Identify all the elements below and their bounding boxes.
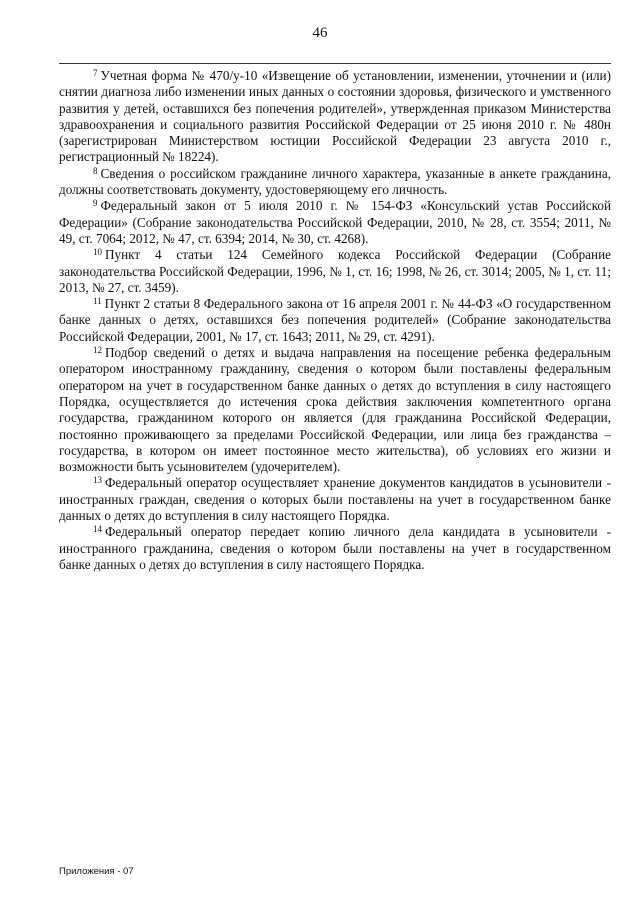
footnote-mark: 12	[93, 345, 102, 356]
footnote-text: Федеральный оператор передает копию личного дела кандидата в усыновители - иностранного гражданина, сведения о котором были поставлены на учет в государственном банке данных о детях до вступления в силу настоящего Порядка.	[59, 524, 611, 572]
footnote-10	[59, 247, 611, 296]
footnote-9	[59, 198, 611, 247]
footnote-mark: 11	[93, 296, 102, 307]
footnote-mark: 13	[93, 475, 102, 486]
footnote-text: Федеральный закон от 5 июля 2010 г. № 154-ФЗ «Консульский устав Российской Федерации» (Собрание законодательства Российской Федерации, 2010, № 28, ст. 3554; 2011, № 49, ст. 7064; 2012, № 47, ст. 6394; 2014, № 30, ст. 4268).	[59, 198, 611, 246]
footer-label: Приложения - 07	[59, 866, 134, 877]
footnote-text: Подбор сведений о детях и выдача направления на посещение ребенка федеральным оператором иностранному гражданину, сведения о котором были поставлены федеральным оператором на учет в государственном банке данных о детях до вступления в силу настоящего Порядка, осуществляется до истечения срока действия заключения компетентного органа государства, гражданином которого он является (для гражданина Российской Федерации, постоянно проживающего за пределами Российской Федерации, или лица без гражданства – государства, в котором он имеет постоянное место жительства), об условиях его жизни и возможности быть усыновителем (удочерителем).	[59, 345, 611, 475]
footnote-mark: 9	[93, 198, 98, 209]
footnote-14	[59, 524, 611, 573]
footnote-text: Учетная форма № 470/у-10 «Извещение об установлении, изменении, уточнении и (или) снятии диагноза либо изменении иных данных о состоянии здоровья, физического и умственного развития у детей, оставшихся без попечения родителей», утвержденная приказом Министерства здравоохранения и социального развития Российской Федерации от 25 июня 2010 г. № 480н (зарегистрирован Министерством юстиции Российской Федерации 23 августа 2010 г., регистрационный № 18224).	[59, 68, 611, 165]
footnote-separator	[59, 63, 611, 64]
footnote-11	[59, 296, 611, 345]
footnote-mark: 10	[93, 247, 102, 258]
footnote-text: Федеральный оператор осуществляет хранение документов кандидатов в усыновители - иностранных граждан, сведения о которых были поставлены на учет в государственном банке данных о детях до вступления в силу настоящего Порядка.	[59, 475, 611, 524]
footnote-text: Сведения о российском гражданине личного характера, указанные в анкете гражданина, должны соответствовать документу, удостоверяющему его личность.	[59, 165, 611, 198]
footnote-mark: 7	[93, 68, 98, 78]
page-number: 46	[312, 25, 328, 41]
footnote-7	[59, 68, 611, 166]
footnote-text: Пункт 4 статьи 124 Семейного кодекса Российской Федерации (Собрание законодательства Российской Федерации, 1996, № 1, ст. 16; 1998, № 26, ст. 3014; 2005, № 1, ст. 11; 2013, № 27, ст. 3459).	[59, 247, 611, 295]
footnotes-block	[59, 68, 611, 573]
footnote-text: Пункт 2 статьи 8 Федерального закона от 16 апреля 2001 г. № 44-ФЗ «О государственном банке данных о детях, оставшихся без попечения родителей» (Собрание законодательства Российской Федерации, 2001, № 17, ст. 1643; 2011, № 29, ст. 4291).	[59, 296, 611, 344]
footnote-8	[59, 166, 611, 199]
footnote-12	[59, 345, 611, 475]
footnote-13	[59, 475, 611, 524]
footnote-mark: 14	[93, 524, 102, 535]
footnote-mark: 8	[93, 165, 98, 176]
